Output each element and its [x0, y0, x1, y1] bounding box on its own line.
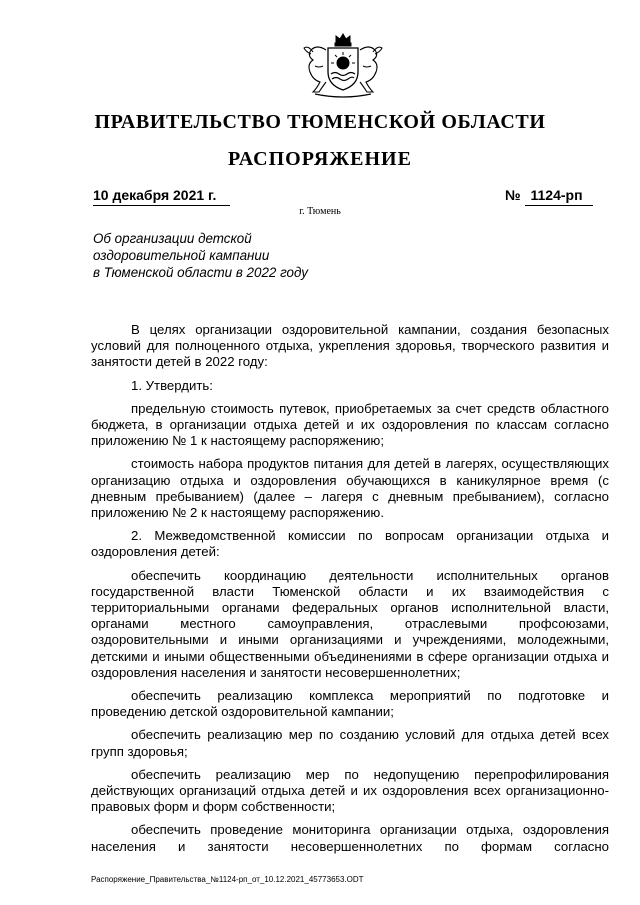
number-value: 1124-рп [525, 187, 593, 206]
paragraph: обеспечить проведение мониторинга организации отдыха, оздоровления населения и занятости несовершеннолетних по формам согласно [91, 822, 609, 854]
coat-of-arms-icon [293, 30, 393, 102]
paragraph: В целях организации оздоровительной кампании, создания безопасных условий для полноценного отдыха, укрепления здоровья, творческого развития и занятости детей в 2022 году: [91, 322, 609, 370]
paragraph: обеспечить реализацию мер по недопущению перепрофилирования действующих организаций отдыха детей и их оздоровления всех организационно-правовых форм и форм собственности; [91, 766, 609, 815]
paragraph: 1. Утвердить: [131, 377, 213, 393]
subject-line: Об организации детской [93, 231, 252, 246]
document-body [91, 322, 609, 862]
document-type: РАСПОРЯЖЕНИЕ [228, 148, 412, 170]
city-label: г. Тюмень [299, 206, 341, 217]
paragraph: 2. Межведомственной комиссии по вопросам организации отдыха и оздоровления детей: [91, 528, 609, 560]
paragraph: обеспечить реализацию мер по созданию условий для отдыха детей всех групп здоровья; [91, 727, 609, 759]
paragraph: стоимость набора продуктов питания для детей в лагерях, осуществляющих организацию отдыха и оздоровления обучающихся в каникулярное время (с дневным пребыванием) (далее – лагеря с дневным пребыванием), согласно приложению № 2 к настоящему распоряжению. [91, 456, 609, 521]
document-subject [93, 230, 308, 281]
document-number [505, 187, 605, 206]
document-date: 10 декабря 2021 г. [93, 187, 230, 206]
number-prefix: № [505, 187, 521, 203]
government-title: ПРАВИТЕЛЬСТВО ТЮМЕНСКОЙ ОБЛАСТИ [94, 111, 546, 133]
subject-line: оздоровительной кампании [93, 248, 270, 263]
paragraph: предельную стоимость путевок, приобретаемых за счет средств областного бюджета, в организации отдыха детей и их оздоровления по классам согласно приложению № 1 к настоящему распоряжению; [91, 400, 609, 449]
file-footer: Распоряжение_Правительства_№1124-рп_от_10.12.2021_45773653.ODT [91, 875, 364, 884]
subject-line: в Тюменской области в 2022 году [93, 265, 308, 280]
paragraph: обеспечить координацию деятельности исполнительных органов государственной власти Тюменской области и их взаимодействия с территориальными органами федеральных органов исполнительной власти, органами местного самоуправления, отраслевыми профсоюзами, оздоровительными и иными организациями и учреждениями, молодежными, детскими и иными общественными объединениями в сфере организации отдыха и оздоровления населения и занятости несовершеннолетних; [91, 567, 609, 680]
paragraph: обеспечить реализацию комплекса мероприятий по подготовке и проведению детской оздоровительной кампании; [91, 688, 609, 720]
